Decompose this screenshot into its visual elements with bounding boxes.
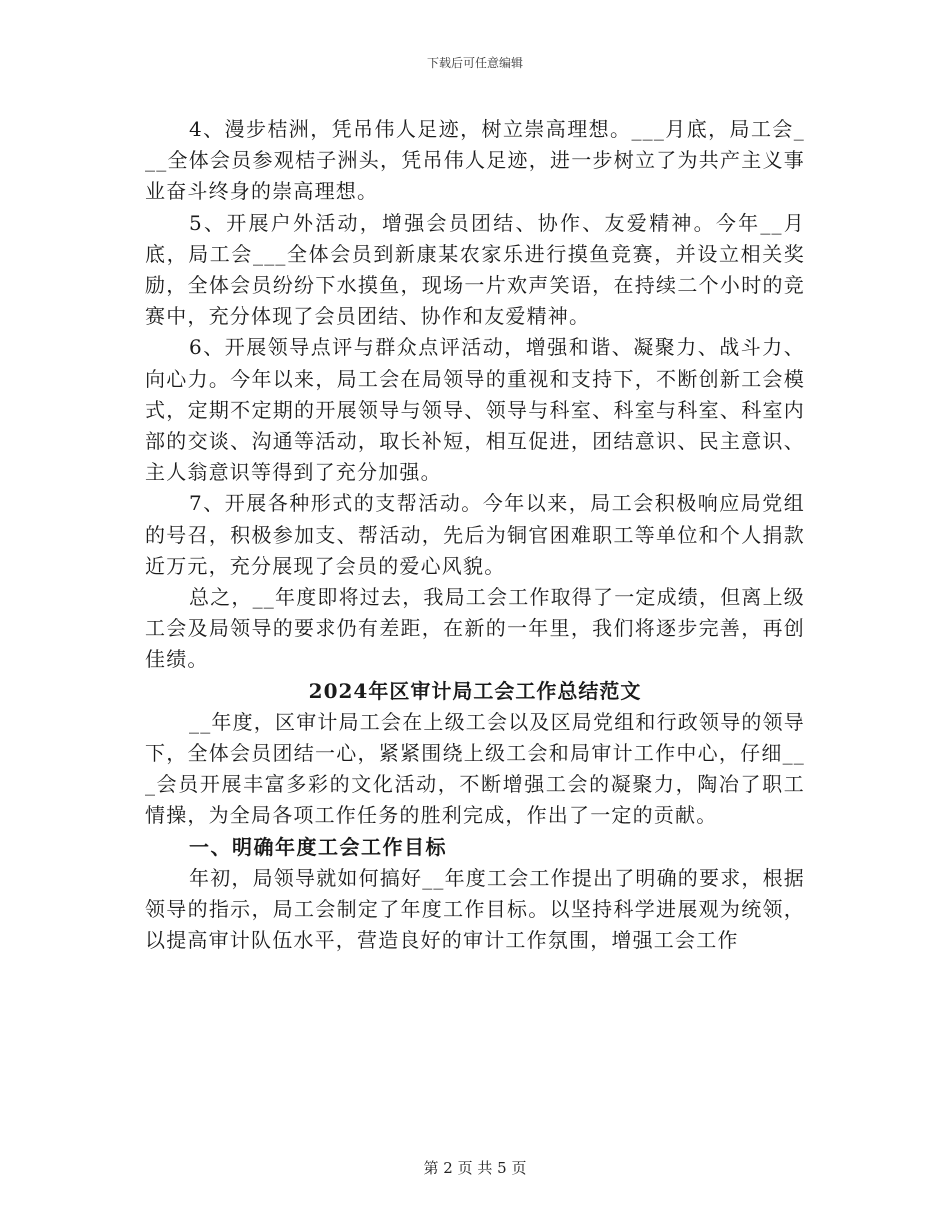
paragraph-item-4: 4、漫步桔洲，凭吊伟人足迹，树立崇高理想。___月底，局工会___全体会员参观桔子洲头，凭吊伟人足迹，进一步树立了为共产主义事业奋斗终身的崇高理想。 bbox=[145, 117, 805, 204]
paragraph-summary: 总之，__年度即将过去，我局工会工作取得了一定成绩，但离上级工会及局领导的要求仍有差距，在新的一年里，我们将逐步完善，再创佳绩。 bbox=[145, 585, 805, 672]
paragraph-intro: __年度，区审计局工会在上级工会以及区局党组和行政领导的领导下，全体会员团结一心，紧紧围绕上级工会和局审计工作中心，仔细___会员开展丰富多彩的文化活动，不断增强工会的凝聚力，陶冶了职工情操，为全局各项工作任务的胜利完成，作出了一定的贡献。 bbox=[145, 709, 805, 828]
section-heading: 一、明确年度工会工作目标 bbox=[189, 834, 447, 859]
paragraph-item-6: 6、开展领导点评与群众点评活动，增强和谐、凝聚力、战斗力、向心力。今年以来，局工会在局领导的重视和支持下，不断创新工会模式，定期不定期的开展领导与领导、领导与科室、科室与科室、科室内部的交谈、沟通等活动，取长补短，相互促进，团结意识、民主意识、主人翁意识等得到了充分加强。 bbox=[145, 335, 805, 485]
paragraph-item-5: 5、开展户外活动，增强会员团结、协作、友爱精神。今年__月底，局工会___全体会员到新康某农家乐进行摸鱼竞赛，并设立相关奖励，全体会员纷纷下水摸鱼，现场一片欢声笑语，在持续二个小时的竞赛中，充分体现了会员团结、协作和友爱精神。 bbox=[145, 210, 805, 329]
page-footer: 第 2 页 共 5 页 bbox=[423, 1159, 527, 1177]
document-body bbox=[145, 114, 805, 956]
paragraph-section-text: 年初，局领导就如何搞好__年度工会工作提出了明确的要求，根据领导的指示，局工会制定了年度工作目标。以坚持科学进展观为统领，以提高审计队伍水平，营造良好的审计工作氛围，增强工会工作 bbox=[145, 865, 805, 953]
document-title: 2024年区审计局工会工作总结范文 bbox=[308, 678, 642, 703]
page-header: 下载后可任意编辑 bbox=[426, 56, 523, 70]
paragraph-item-7: 7、开展各种形式的支帮活动。今年以来，局工会积极响应局党组的号召，积极参加支、帮活动，先后为铜官困难职工等单位和个人捐款近万元，充分展现了会员的爱心风貌。 bbox=[145, 491, 805, 578]
